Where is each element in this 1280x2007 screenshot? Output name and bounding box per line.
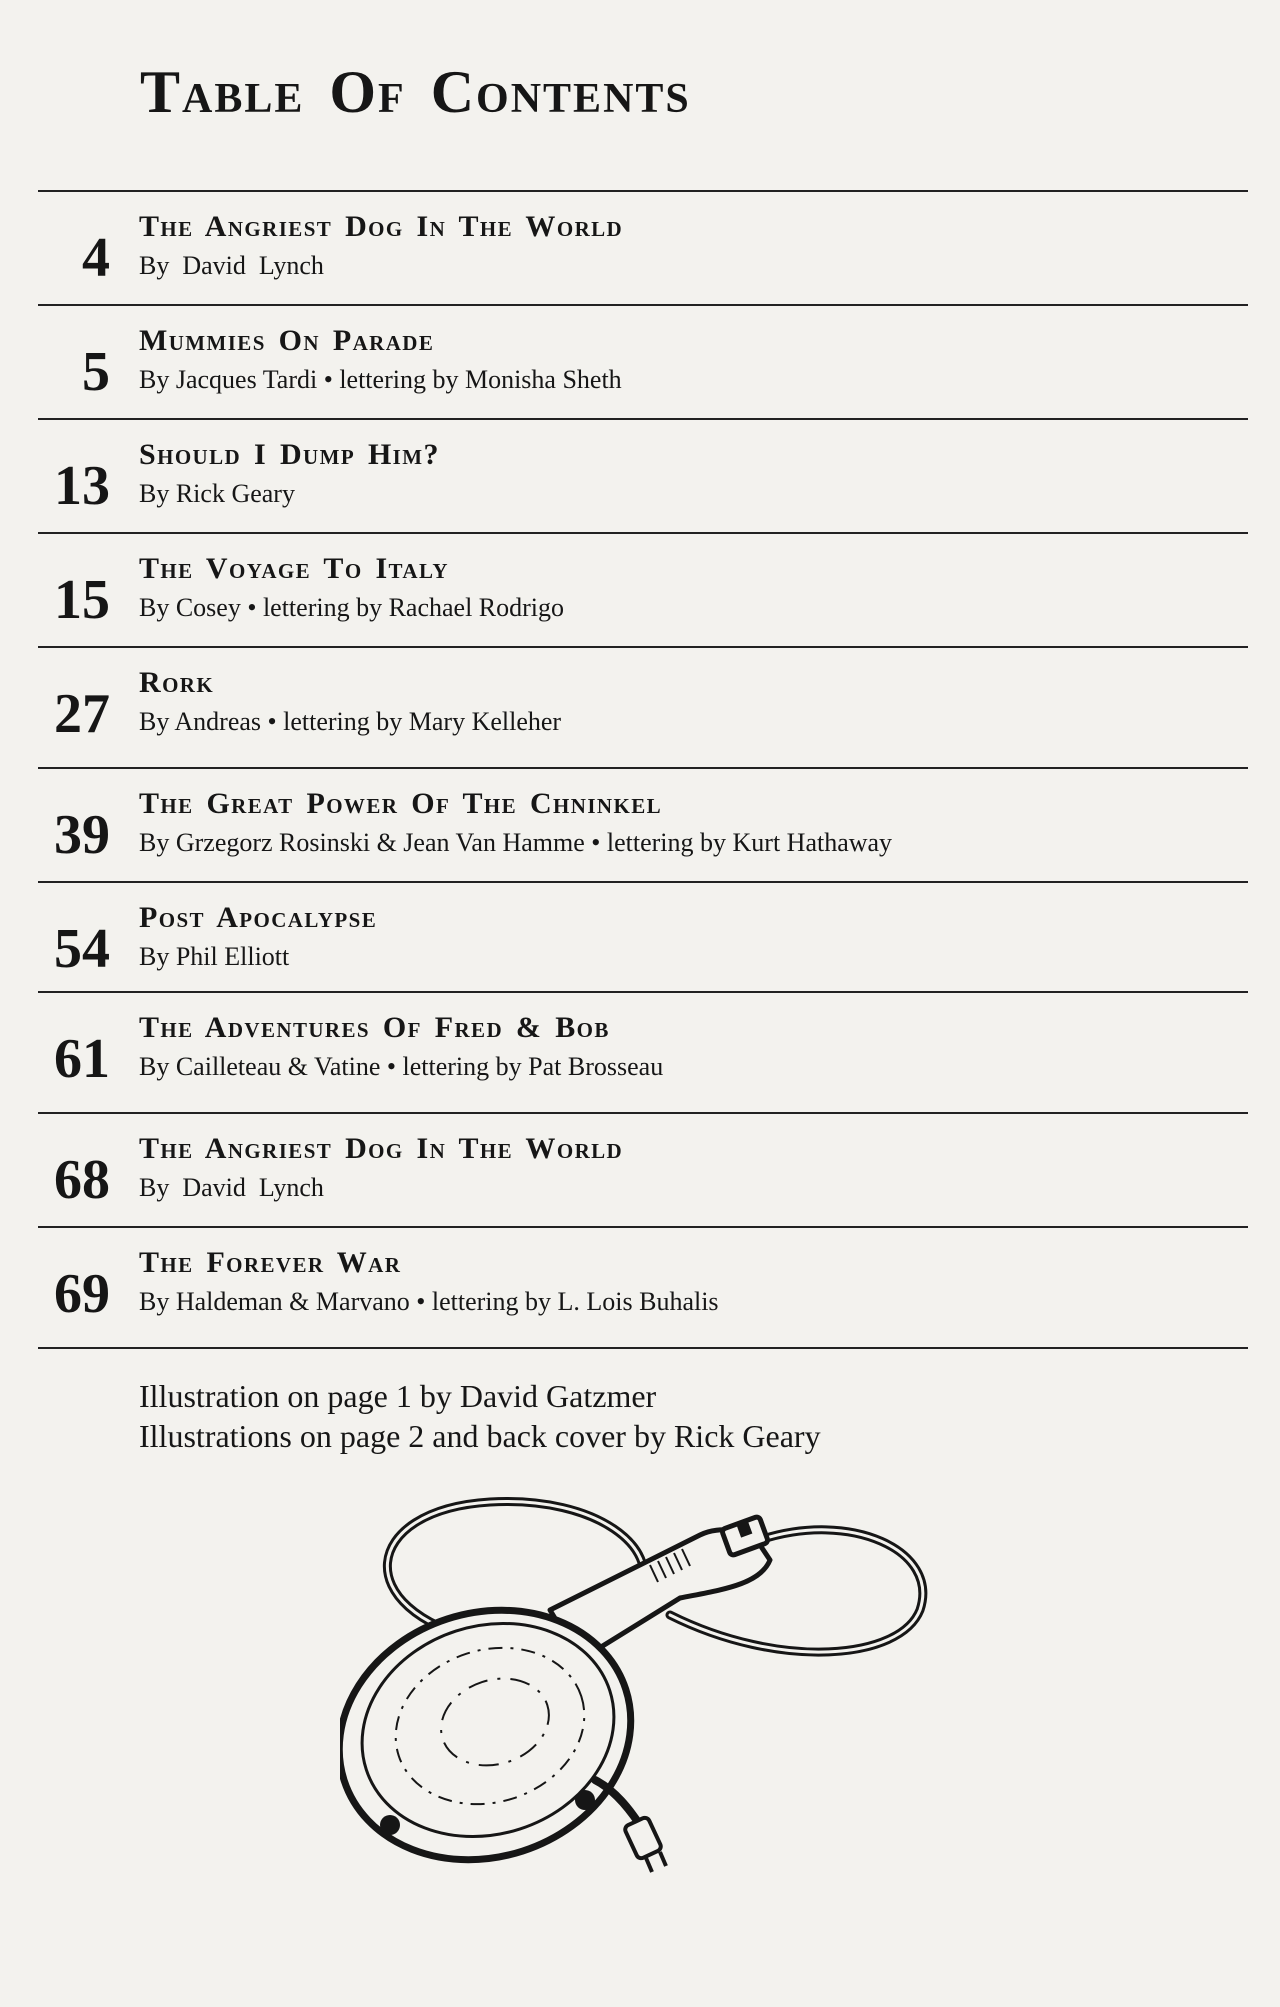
entry-credit: By Phil Elliott	[139, 942, 290, 971]
page-number: 27	[54, 683, 110, 745]
entry-title: The Forever War	[139, 1246, 402, 1279]
toc-entry	[38, 883, 1248, 993]
toc-entry	[38, 192, 1248, 306]
entry-credit: By Jacques Tardi • lettering by Monisha Sheth	[139, 365, 622, 394]
entry-title: Should I Dump Him?	[139, 438, 440, 471]
entry-credit: By Cailleteau & Vatine • lettering by Pat Brosseau	[139, 1052, 664, 1081]
page-number: 61	[54, 1028, 110, 1090]
toc-entry	[38, 993, 1248, 1114]
page-number: 68	[54, 1149, 110, 1211]
toc-entry	[38, 306, 1248, 420]
entry-credit: By Andreas • lettering by Mary Kelleher	[139, 707, 562, 736]
illustration-credit-line: Illustrations on page 2 and back cover by Rick Geary	[139, 1418, 821, 1454]
toc-entry	[38, 648, 1248, 769]
toc-entry	[38, 534, 1248, 648]
toc-entry	[38, 1228, 1248, 1349]
illustration-credit-line: Illustration on page 1 by David Gatzmer	[139, 1378, 657, 1414]
page-number: 15	[54, 569, 110, 631]
entry-title: The Great Power Of The Chninkel	[139, 787, 663, 820]
illustration-credits	[139, 1376, 821, 1456]
entry-title: The Angriest Dog In The World	[139, 210, 624, 243]
page-number: 13	[54, 455, 110, 517]
page-number: 5	[82, 341, 110, 403]
entry-title: The Adventures Of Fred & Bob	[139, 1011, 610, 1044]
entry-title: Rork	[139, 666, 215, 699]
entry-credit: By David Lynch	[139, 1173, 324, 1202]
table-of-contents	[38, 190, 1248, 1349]
plug	[624, 1816, 663, 1860]
entry-credit: By Haldeman & Marvano • lettering by L. Lois Buhalis	[139, 1287, 719, 1316]
toc-entry	[38, 420, 1248, 534]
entry-credit: By Rick Geary	[139, 479, 295, 508]
page-title: Table Of Contents	[140, 59, 691, 125]
page-number: 54	[54, 918, 110, 980]
entry-credit: By Grzegorz Rosinski & Jean Van Hamme • lettering by Kurt Hathaway	[139, 828, 893, 857]
entry-title: Mummies On Parade	[139, 324, 435, 357]
toc-entry	[38, 1114, 1248, 1228]
entry-title: Post Apocalypse	[139, 901, 378, 934]
page-number: 39	[54, 804, 110, 866]
page-number: 4	[82, 227, 110, 289]
page-number: 69	[54, 1263, 110, 1325]
entry-credit: By David Lynch	[139, 251, 324, 280]
toc-entry	[38, 769, 1248, 883]
electric-skillet-illustration	[340, 1490, 940, 1880]
entry-title: The Angriest Dog In The World	[139, 1132, 624, 1165]
entry-credit: By Cosey • lettering by Rachael Rodrigo	[139, 593, 565, 622]
entry-title: The Voyage To Italy	[139, 552, 449, 585]
